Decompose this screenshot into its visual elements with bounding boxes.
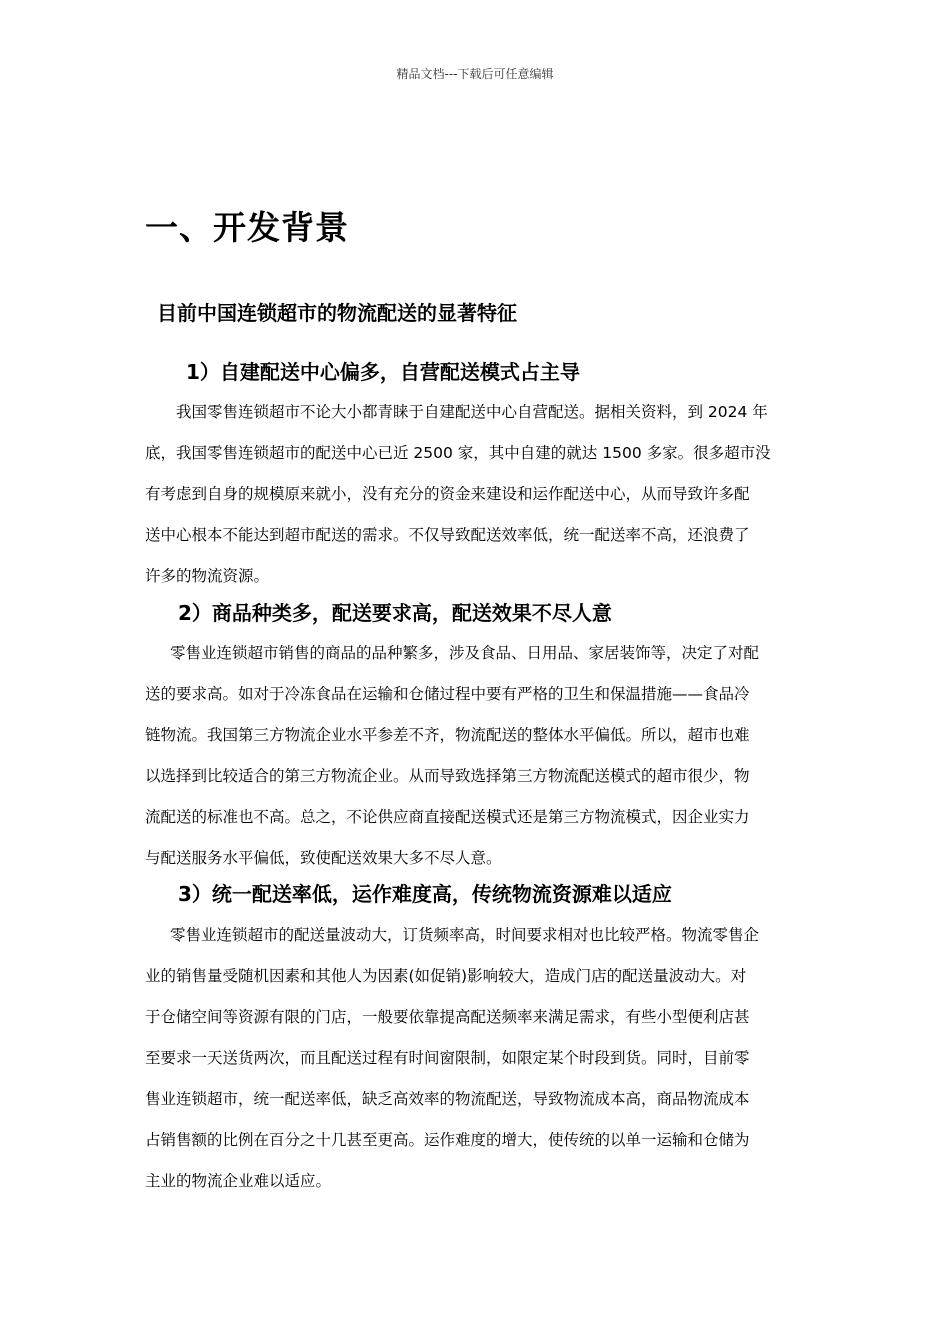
subsection-heading-2: 2）商品种类多，配送要求高，配送效果不尽人意 [178, 601, 612, 625]
subsection-heading-1: 1）自建配送中心偏多，自营配送模式占主导 [186, 360, 580, 384]
section-heading: 目前中国连锁超市的物流配送的显著特征 [157, 301, 517, 325]
paragraph-line: 以选择到比较适合的第三方物流企业。从而导致选择第三方物流配送模式的超市很少，物 [145, 767, 750, 785]
paragraph-line: 零售业连锁超市的配送量波动大，订货频率高，时间要求相对也比较严格。物流零售企 [170, 926, 760, 944]
paragraph-1 [145, 392, 807, 597]
paragraph-line: 与配送服务水平偏低，致使配送效果大多不尽人意。 [145, 849, 502, 867]
paragraph-line: 底，我国零售连锁超市的配送中心已近 2500 家，其中自建的就达 1500 多家。很多超市没 [145, 444, 771, 462]
paragraph-line: 链物流。我国第三方物流企业水平参差不齐，物流配送的整体水平偏低。所以，超市也难 [145, 726, 750, 744]
paragraph-line: 零售业连锁超市销售的商品的品种繁多，涉及食品、日用品、家居装饰等，决定了对配 [170, 644, 760, 662]
paragraph-line: 我国零售连锁超市不论大小都青睐于自建配送中心自营配送。据相关资料，到 2024 年 [176, 403, 768, 421]
subsection-heading-3: 3）统一配送率低，运作难度高，传统物流资源难以适应 [178, 882, 672, 906]
paragraph-line: 于仓储空间等资源有限的门店，一般要依靠提高配送频率来满足需求，有些小型便利店甚 [145, 1008, 750, 1026]
paragraph-line: 售业连锁超市，统一配送率低，缺乏高效率的物流配送，导致物流成本高，商品物流成本 [145, 1090, 750, 1108]
page-header: 精品文档---下载后可任意编辑 [396, 67, 554, 81]
paragraph-3 [145, 915, 807, 1202]
chapter-heading: 一、开发背景 [145, 208, 349, 247]
paragraph-line: 有考虑到自身的规模原来就小，没有充分的资金来建设和运作配送中心，从而导致许多配 [145, 485, 750, 503]
paragraph-line: 流配送的标准也不高。总之，不论供应商直接配送模式还是第三方物流模式，因企业实力 [145, 808, 750, 826]
paragraph-line: 至要求一天送货两次，而且配送过程有时间窗限制，如限定某个时段到货。同时，目前零 [145, 1049, 750, 1067]
paragraph-line: 许多的物流资源。 [145, 567, 270, 585]
paragraph-line: 占销售额的比例在百分之十几甚至更高。运作难度的增大，使传统的以单一运输和仓储为 [145, 1131, 750, 1149]
paragraph-line: 送的要求高。如对于冷冻食品在运输和仓储过程中要有严格的卫生和保温措施——食品冷 [145, 685, 750, 703]
paragraph-2 [145, 633, 807, 879]
paragraph-line: 送中心根本不能达到超市配送的需求。不仅导致配送效率低，统一配送率不高，还浪费了 [145, 526, 750, 544]
paragraph-line: 主业的物流企业难以适应。 [145, 1172, 332, 1190]
paragraph-line: 业的销售量受随机因素和其他人为因素(如促销)影响较大，造成门店的配送量波动大。对 [145, 967, 747, 985]
